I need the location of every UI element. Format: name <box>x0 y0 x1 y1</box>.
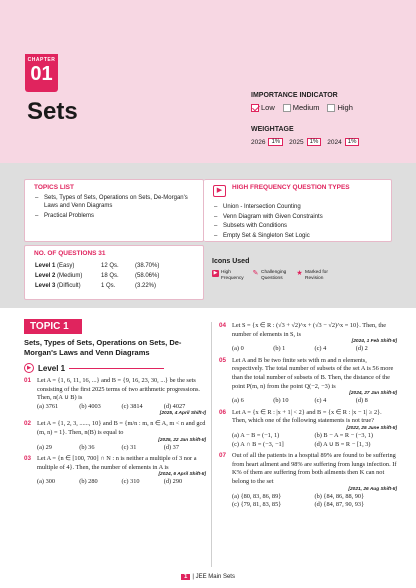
question-source: [2021, 26 Aug Shift-II] <box>348 486 397 492</box>
topics-list-title: TOPICS LIST <box>34 184 74 191</box>
question-item: 02 Let A = {1, 2, 3, ......, 10} and B = {m/n : m, n ∈ A, m < n and gcd (m, n) = 1}. Then, n(B) is equal to [2025, 22 Jan Shift-II] (a) 29 (b) 36 (c) 31 (d) 37 <box>24 420 206 451</box>
table-row: Level 1 (Easy) 12 Qs. (38.70%) <box>35 263 160 269</box>
topic-item: – Sets, Types of Sets, Operations on Sets, De-Morgan's Laws and Venn Diagrams <box>35 194 200 210</box>
question-item: 07 Out of all the patients in a hospital 89% are found to be suffering from heart ailment and 98% are suffering from lungs infection. If K% of them are suffering from both ailments then K can not belong to the set [2021, 26 Aug Shift-II] (a) {80, 83, 86, 89} (b) {84, 86, 88, 90} (c) {79, 81, 83, 85} (d) {84, 87, 90, 93} <box>219 452 397 509</box>
high-frequency-card <box>204 179 392 242</box>
legend-high-frequency: ▶ High Frequency <box>213 270 244 281</box>
question-source: [2025, 22 Jan Shift-II] <box>158 437 206 443</box>
frequency-item: – Venn Diagram with Given Constraints <box>214 213 323 223</box>
questions-count-card <box>24 245 204 300</box>
topic-tag: TOPIC 1 <box>24 319 82 334</box>
question-item: 06 Let A = {x ∈ R : |x + 1| < 2} and B = {x ∈ R : |x − 1| ≥ 2}. Then, which one of the following statements is not true? [2022, 25 June Shift-II] (a) A − B = (−1, 1) (b) B − A = R − (−3, 1) (c) A ∩ B = (−3, −1] (d) A ∪ B = R − [1, 3) <box>219 408 397 448</box>
question-item: 04 Let S = {x ∈ R : (√3 + √2)^x + (√3 − √2)^x = 10}. Then, the number of elements in S, is [2024, 1 Feb Shift-II] (a) 0 (b) 1 (c) 4 (d) 2 <box>219 322 397 353</box>
topic-title: Sets, Types of Sets, Operations on Sets, De-Morgan's Laws and Venn Diagrams <box>24 338 182 357</box>
questions-table <box>35 261 159 291</box>
weightage-value: 1% <box>268 138 283 146</box>
table-row: Level 2 (Medium) 18 Qs. (58.06%) <box>35 273 160 279</box>
importance-label: IMPORTANCE INDICATOR <box>251 92 338 99</box>
question-item: 05 Let A and B be two finite sets with m and n elements, respectively. The total number of subsets of the set A is 56 more than the total number of subsets of B. Then, the distance of the point P(m, n) from the point Q(−2, −3) is [2024, 27 Jan Shift-II] (a) 6 (b) 10 (c) 4 (d) 8 <box>219 356 397 405</box>
high-frequency-title: HIGH FREQUENCY QUESTION TYPES <box>232 184 350 191</box>
table-row: Level 3 (Difficult) 1 Qs. (3.22%) <box>35 283 157 289</box>
frequency-item: – Union - Intersection Counting <box>214 203 323 213</box>
topics-list-card <box>24 179 204 242</box>
high-frequency-icon: ▶ <box>213 185 226 197</box>
chapter-tab <box>25 54 58 92</box>
page-number: 1 <box>181 574 190 580</box>
question-item: 03 Let A = {n ∈ [100, 700] ∩ N : n is neither a multiple of 3 nor a multiple of 4}. Then, the number of elements in A is [2024, 6 April Shift-II] (a) 300 (b) 280 (c) 310 (d) 290 <box>24 455 206 486</box>
level-rule <box>69 368 164 369</box>
weightage-label: WEIGHTAGE <box>251 126 294 133</box>
frequency-item: – Subsets with Conditions <box>214 222 323 232</box>
high-frequency-icon: ▶ <box>213 270 218 276</box>
icons-used-title: Icons Used <box>212 258 250 265</box>
right-column <box>219 322 397 513</box>
topic-item: – Practical Problems <box>35 212 200 220</box>
question-source: [2022, 25 June Shift-II] <box>346 425 397 431</box>
challenging-icon: ✎ <box>252 269 259 277</box>
legend-challenging: ✎ Challenging Questions <box>252 269 287 281</box>
chapter-title: Sets <box>27 98 78 125</box>
weightage-value: 1% <box>307 138 322 146</box>
importance-medium: Medium <box>283 103 320 112</box>
checkbox-icon <box>327 104 335 112</box>
question-source: [2024, 27 Jan Shift-II] <box>349 391 397 397</box>
page-footer <box>0 574 416 580</box>
question-source: [2024, 6 April Shift-II] <box>158 472 206 478</box>
chapter-number: 01 <box>30 63 53 85</box>
question-source: [2024, 1 Feb Shift-II] <box>351 339 397 345</box>
importance-high: High <box>327 103 352 112</box>
frequency-item: – Empty Set & Singleton Set Logic <box>214 232 323 242</box>
questions-count-title: NO. OF QUESTIONS 31 <box>34 250 106 257</box>
level-heading: ▶ Level 1 <box>24 363 164 373</box>
column-divider <box>211 322 212 567</box>
checked-checkbox-icon <box>251 104 259 112</box>
importance-low: Low <box>251 103 275 112</box>
chapter-label: CHAPTER <box>27 57 56 63</box>
bookmark-icon: ★ <box>296 269 303 277</box>
weightage-value: 1% <box>345 138 360 146</box>
footer-text: | JEE Main Sets <box>192 574 235 580</box>
question-item: 01 Let A = {1, 6, 11, 16, ...} and B = {9, 16, 23, 30, ...} be the sets consisting of the first 2025 terms of two arithmetic progressions. Then, n(A ∪ B) is (a) 3761 (b) 4003 (c) 3814 (d) 4027 [2025, 4 April Shift-I] <box>24 377 206 417</box>
level-icon: ▶ <box>24 363 34 373</box>
checkbox-icon <box>283 104 291 112</box>
legend-revision: ★ Marked for Revision <box>296 269 328 281</box>
question-source: [2025, 4 April Shift-I] <box>159 411 206 417</box>
importance-options <box>251 103 357 112</box>
weightage-row: 2026 1% 2025 1% 2024 1% <box>251 138 362 146</box>
left-column <box>24 377 206 490</box>
